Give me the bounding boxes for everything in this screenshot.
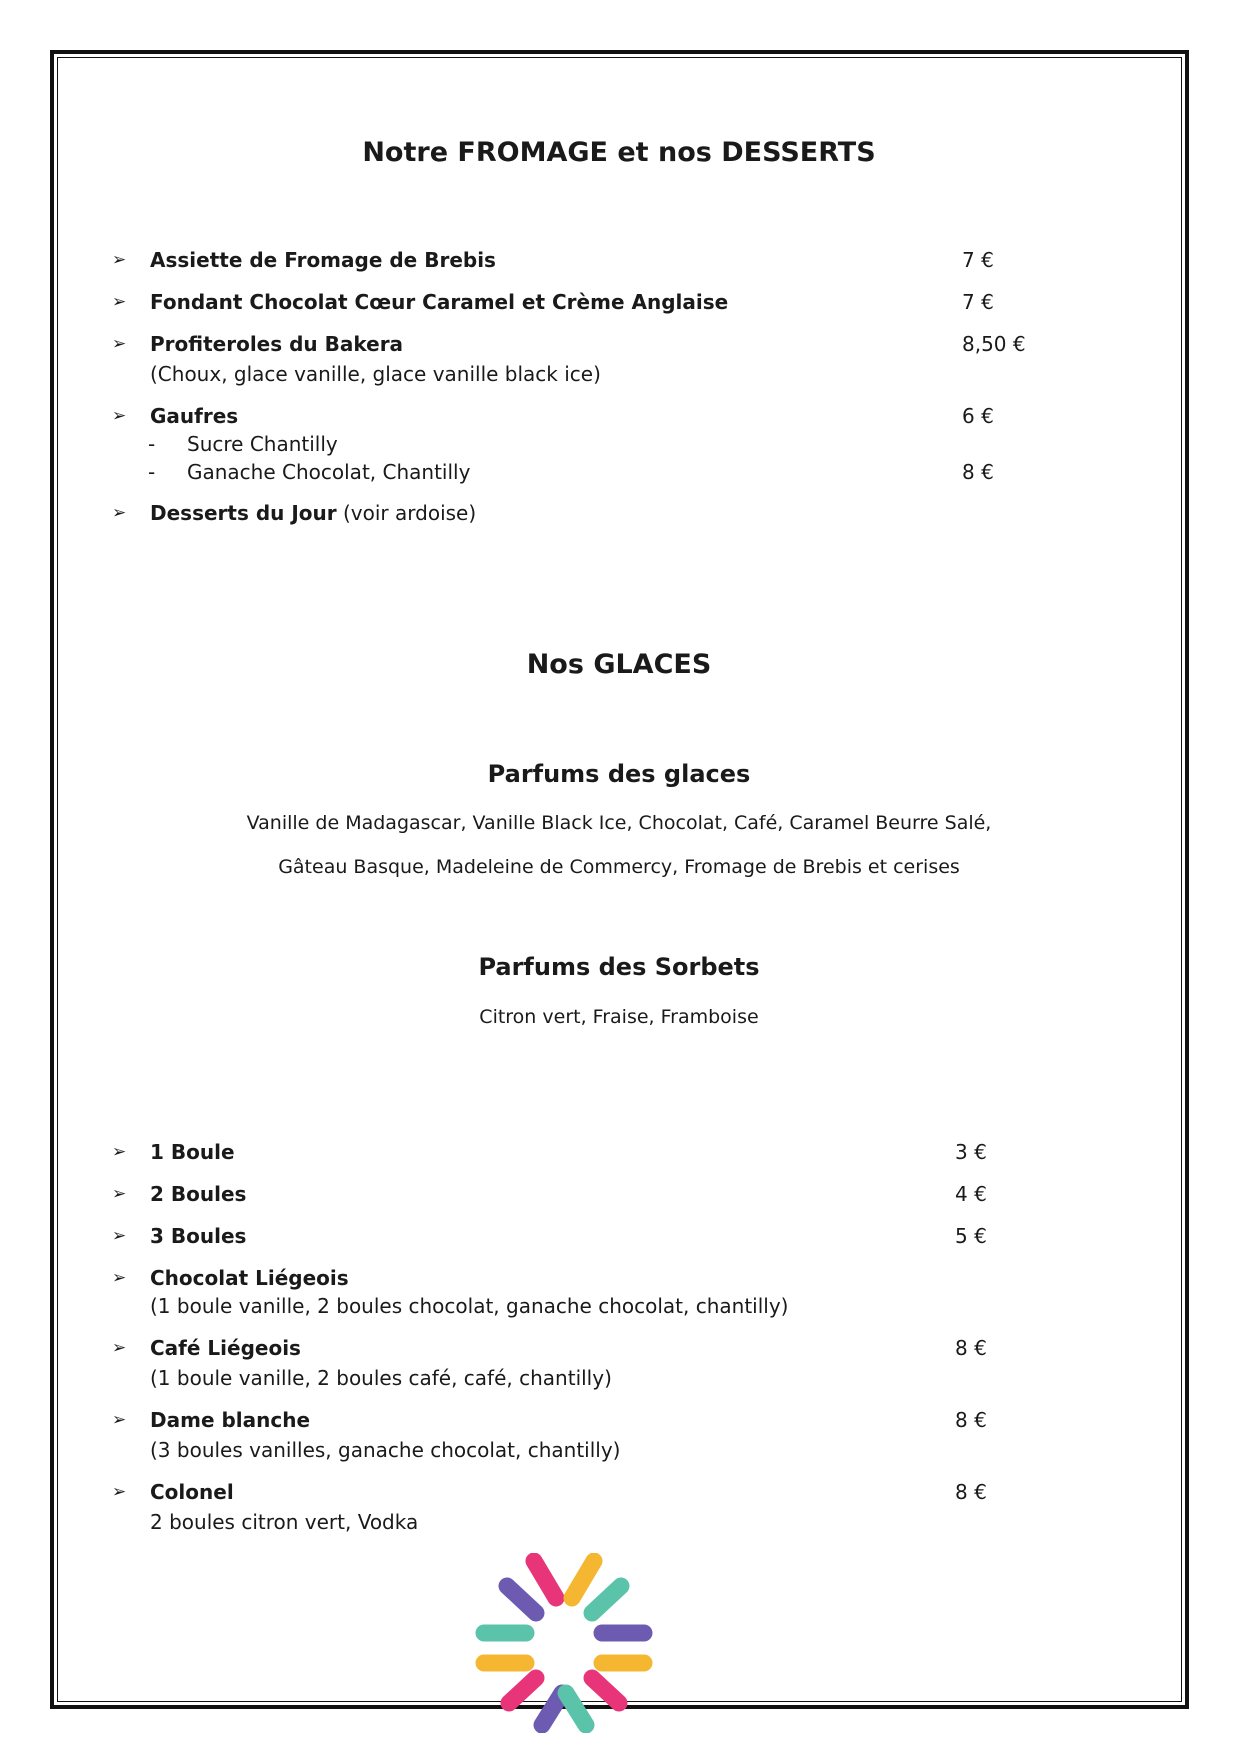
glace-price: 8 € bbox=[955, 1480, 987, 1504]
glace-price: 8 € bbox=[955, 1408, 987, 1432]
glace-name: Dame blanche bbox=[150, 1408, 311, 1432]
bullet-icon: ➢ bbox=[112, 503, 127, 523]
dessert-name-suffix: (voir ardoise) bbox=[336, 501, 477, 525]
dessert-option-price: 8 € bbox=[962, 460, 994, 484]
glace-description: 2 boules citron vert, Vodka bbox=[150, 1510, 419, 1534]
bullet-icon: ➢ bbox=[112, 334, 127, 354]
glace-description: (1 boule vanille, 2 boules café, café, chantilly) bbox=[150, 1366, 612, 1390]
glace-price: 3 € bbox=[955, 1140, 987, 1164]
bullet-icon: ➢ bbox=[112, 250, 127, 270]
parfums-glaces-line: Gâteau Basque, Madeleine de Commercy, Fromage de Brebis et cerises bbox=[278, 856, 960, 878]
bullet-icon: ➢ bbox=[112, 1410, 127, 1430]
glaces-title: Nos GLACES bbox=[526, 649, 712, 680]
bullet-icon: ➢ bbox=[112, 1482, 127, 1502]
logo-stroke bbox=[592, 1586, 621, 1613]
dessert-price: 6 € bbox=[962, 404, 994, 428]
logo-stroke bbox=[509, 1678, 536, 1703]
logo-stroke bbox=[572, 1561, 594, 1598]
dash-icon: - bbox=[148, 460, 156, 484]
glace-name: Café Liégeois bbox=[150, 1336, 301, 1360]
glace-name: 2 Boules bbox=[150, 1182, 247, 1206]
dessert-price: 8,50 € bbox=[962, 332, 1026, 356]
bullet-icon: ➢ bbox=[112, 1226, 127, 1246]
logo-stroke bbox=[507, 1586, 536, 1613]
dessert-option: Sucre Chantilly bbox=[187, 432, 338, 456]
logo-stroke bbox=[592, 1678, 619, 1703]
dessert-name: Fondant Chocolat Cœur Caramel et Crème Anglaise bbox=[150, 290, 729, 314]
glace-name: Colonel bbox=[150, 1480, 234, 1504]
parfums-sorbets-line: Citron vert, Fraise, Framboise bbox=[479, 1006, 759, 1028]
dessert-price: 7 € bbox=[962, 248, 994, 272]
dash-icon: - bbox=[148, 432, 156, 456]
bullet-icon: ➢ bbox=[112, 1184, 127, 1204]
glace-description: (1 boule vanille, 2 boules chocolat, ganache chocolat, chantilly) bbox=[150, 1294, 789, 1318]
dessert-name: Gaufres bbox=[150, 404, 239, 428]
bullet-icon: ➢ bbox=[112, 1142, 127, 1162]
glace-name: Chocolat Liégeois bbox=[150, 1266, 349, 1290]
bullet-icon: ➢ bbox=[112, 292, 127, 312]
parfums-sorbets-title: Parfums des Sorbets bbox=[478, 953, 760, 981]
glace-name: 3 Boules bbox=[150, 1224, 247, 1248]
parfums-glaces-line: Vanille de Madagascar, Vanille Black Ice, Chocolat, Café, Caramel Beurre Salé, bbox=[246, 812, 992, 834]
bullet-icon: ➢ bbox=[112, 1338, 127, 1358]
glace-price: 8 € bbox=[955, 1336, 987, 1360]
dessert-price: 7 € bbox=[962, 290, 994, 314]
dessert-option: Ganache Chocolat, Chantilly bbox=[187, 460, 471, 484]
logo-stroke bbox=[534, 1561, 556, 1598]
dessert-description: (Choux, glace vanille, glace vanille black ice) bbox=[150, 362, 601, 386]
bullet-icon: ➢ bbox=[112, 406, 127, 426]
glace-price: 4 € bbox=[955, 1182, 987, 1206]
desserts-title: Notre FROMAGE et nos DESSERTS bbox=[362, 137, 876, 168]
glace-name: 1 Boule bbox=[150, 1140, 235, 1164]
parfums-glaces-title: Parfums des glaces bbox=[487, 760, 751, 788]
dessert-name: Profiteroles du Bakera bbox=[150, 332, 404, 356]
dessert-name: Assiette de Fromage de Brebis bbox=[150, 248, 496, 272]
bullet-icon: ➢ bbox=[112, 1268, 127, 1288]
star-burst-logo-icon bbox=[474, 1553, 654, 1733]
logo-stroke bbox=[566, 1693, 586, 1725]
dessert-name: Desserts du Jour (voir ardoise) bbox=[150, 501, 477, 525]
glace-description: (3 boules vanilles, ganache chocolat, chantilly) bbox=[150, 1438, 621, 1462]
glace-price: 5 € bbox=[955, 1224, 987, 1248]
